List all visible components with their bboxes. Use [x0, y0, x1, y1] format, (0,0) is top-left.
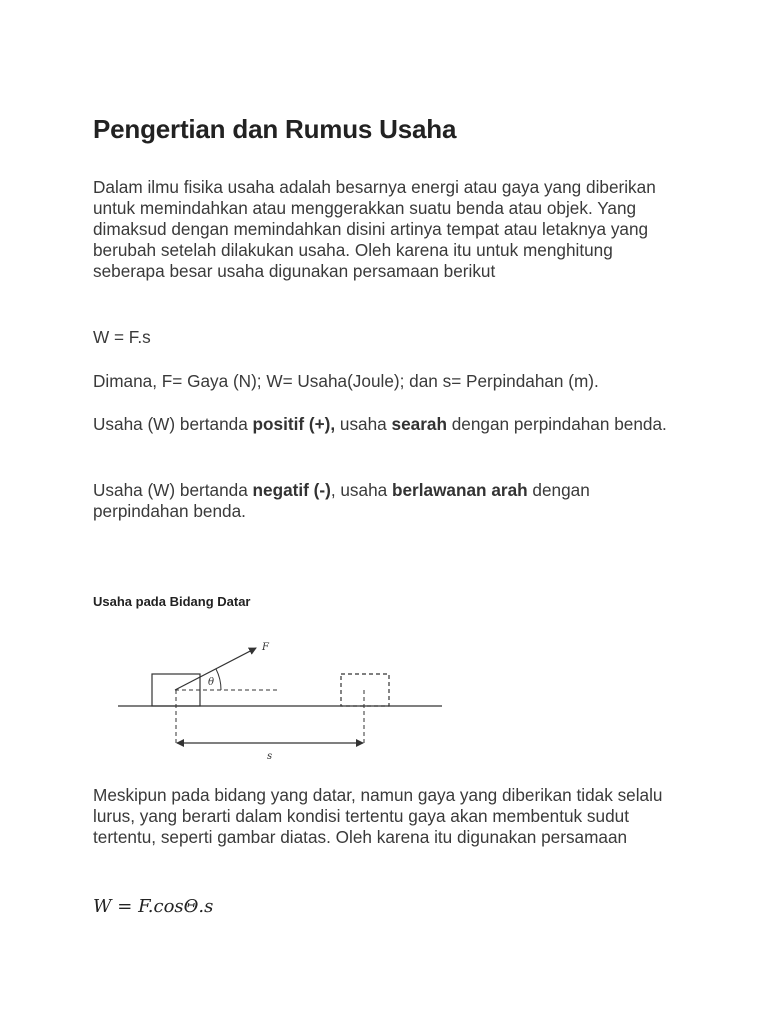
force-arrow [175, 648, 256, 690]
negative-direction-text: berlawanan arah [391, 480, 528, 500]
positive-mid: usaha [335, 414, 392, 434]
positive-direction-text: searah [391, 414, 447, 434]
positive-work-paragraph [93, 414, 673, 435]
basic-formula: W = F.s [93, 327, 151, 347]
positive-suffix: dengan perpindahan benda. [446, 414, 667, 434]
formula-equals: = [117, 896, 133, 917]
final-box [341, 674, 389, 706]
work-diagram [110, 632, 450, 767]
angle-formula [93, 896, 213, 917]
angle-arc [216, 669, 221, 690]
force-label: F [262, 642, 269, 653]
negative-sign-text: negatif (-) [252, 480, 331, 500]
intro-paragraph: Dalam ilmu fisika usaha adalah besarnya energi atau gaya yang diberikan untuk memindahkan atau menggerakkan suatu benda atau objek. Yang dimaksud dengan memindahkan disini artinya tempat atau letaknya yang berubah setelah dilakukan usaha. Oleh karena itu untuk menghitung seberapa besar usaha digunakan persamaan berikut [93, 177, 656, 281]
positive-prefix: Usaha (W) bertanda [93, 414, 253, 434]
formula-lhs: W [93, 896, 112, 917]
formula-rhs: F.cosΘ.s [138, 896, 214, 917]
distance-label: s [267, 751, 273, 762]
explanation-paragraph: Meskipun pada bidang yang datar, namun gaya yang diberikan tidak selalu lurus, yang berarti dalam kondisi tertentu gaya akan membentuk sudut tertentu, seperti gambar diatas. Oleh karena itu digunakan persamaan [93, 785, 663, 847]
negative-prefix: Usaha (W) bertanda [93, 480, 253, 500]
definitions-paragraph: Dimana, F= Gaya (N); W= Usaha(Joule); dan s= Perpindahan (m). [93, 371, 599, 391]
section-heading: Usaha pada Bidang Datar [93, 594, 251, 609]
negative-suffix: dengan perpindahan benda. [93, 480, 590, 521]
negative-mid: , usaha [330, 480, 392, 500]
page-title: Pengertian dan Rumus Usaha [93, 114, 457, 144]
positive-sign-text: positif (+), [252, 414, 336, 434]
negative-work-paragraph [93, 480, 673, 522]
angle-label: θ [208, 677, 215, 688]
